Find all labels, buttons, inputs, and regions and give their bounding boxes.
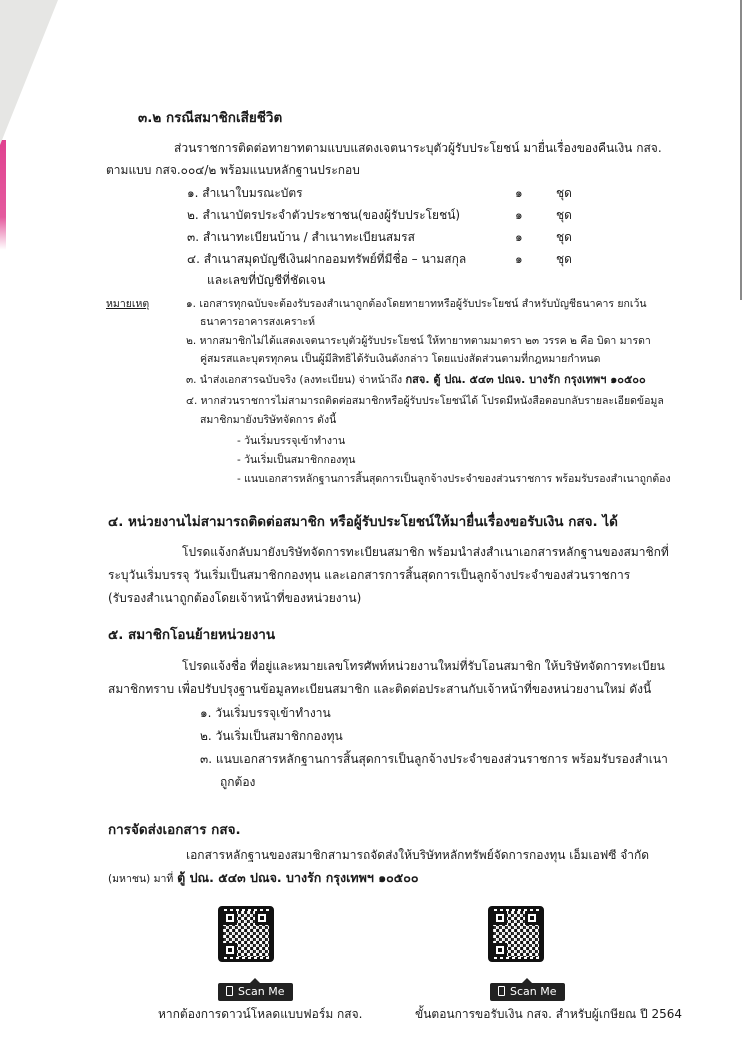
qr-finder [223,911,237,925]
doc-item-label: ๑. สำเนาใบมรณะบัตร [187,186,303,200]
delivery-heading: การจัดส่งเอกสาร กสจ. [108,822,241,838]
scan-edge-artifact [0,140,6,250]
scan-me-button[interactable] [490,983,565,1001]
section-4-paragraph-cont: (รับรองสำเนาถูกต้องโดยเจ้าหน้าที่ของหน่วยงาน) [108,591,362,605]
doc-item-qty: ๑ [515,186,523,200]
note-3 [186,372,646,388]
doc-item-unit: ชุด [556,186,572,200]
section-4-paragraph-cont: ระบุวันเริ่มบรรจุ วันเริ่มเป็นสมาชิกกองทุน และเอกสารการสิ้นสุดการเป็นลูกจ้างประจำของส่วนราชการ [108,568,631,582]
note-2: ๒. หากสมาชิกไม่ได้แสดงเจตนาระบุตัวผู้รับประโยชน์ ให้ทายาทตามมาตรา ๒๓ วรรค ๒ คือ บิดา มารดา [186,335,651,347]
scan-me-button[interactable] [218,983,293,1001]
section-5-item: ๒. วันเริ่มเป็นสมาชิกกองทุน [200,729,343,743]
delivery-paragraph: เอกสารหลักฐานของสมาชิกสามารถจัดส่งให้บริษัทหลักทรัพย์จัดการกองทุน เอ็มเอฟซี จำกัด [186,848,650,862]
delivery-paragraph-cont [108,870,419,887]
doc-item-unit: ชุด [556,208,572,222]
section-5-item: ๓. แนบเอกสารหลักฐานการสิ้นสุดการเป็นลูกจ้างประจำของส่วนราชการ พร้อมรับรองสำเนา [200,752,668,766]
notes-label: หมายเหตุ [106,298,150,310]
qr-code[interactable] [218,906,274,962]
section-4-heading: ๔. หน่วยงานไม่สามารถติดต่อสมาชิก หรือผู้รับประโยชน์ให้มายื่นเรื่องขอรับเงิน กสจ. ได้ [108,514,618,530]
qr-caption: หากต้องการดาวน์โหลดแบบฟอร์ม กสจ. [158,1007,363,1021]
qr-finder [493,943,507,957]
doc-item-qty: ๑ [515,230,523,244]
scan-me-label: Scan Me [238,985,285,998]
phone-icon [226,986,233,996]
note-4-cont: สมาชิกมายังบริษัทจัดการ ดังนี้ [200,414,337,426]
section-3-2-heading: ๓.๒ กรณีสมาชิกเสียชีวิต [138,110,283,126]
doc-item-unit: ชุด [556,252,572,266]
delivery-prefix: (มหาชน) มาที่ [108,873,174,885]
qr-finder [525,911,539,925]
phone-icon [498,986,505,996]
qr-finder [255,911,269,925]
doc-item-label: ๔. สำเนาสมุดบัญชีเงินฝากออมทรัพย์ที่มีชื่อ – นามสกุล [187,252,467,266]
section-5-heading: ๕. สมาชิกโอนย้ายหน่วยงาน [108,627,276,643]
qr-finder [493,911,507,925]
note-1-cont: ธนาคารอาคารสงเคราะห์ [200,316,316,328]
doc-item-unit: ชุด [556,230,572,244]
note-4-item: - วันเริ่มเป็นสมาชิกกองทุน [237,454,356,466]
doc-item-qty: ๑ [515,252,523,266]
note-4: ๔. หากส่วนราชการไม่สามารถติดต่อสมาชิกหรือผู้รับประโยชน์ได้ โปรดมีหนังสือตอบกลับรายละเอียดข้อมูล [186,395,664,407]
section-5-item-cont: ถูกต้อง [220,775,256,789]
qr-finder [223,943,237,957]
scan-me-label: Scan Me [510,985,557,998]
doc-item-label: ๓. สำเนาทะเบียนบ้าน / สำเนาทะเบียนสมรส [187,230,415,244]
doc-item-label-cont: และเลขที่บัญชีที่ชัดเจน [207,273,326,287]
folded-page-corner [0,0,58,145]
section-5-paragraph: โปรดแจ้งชื่อ ที่อยู่และหมายเลขโทรศัพท์หน่วยงานใหม่ที่รับโอนสมาชิก ให้บริษัทจัดการทะเบียน [182,659,665,673]
qr-code[interactable] [488,906,544,962]
note-1: ๑. เอกสารทุกฉบับจะต้องรับรองสำเนาถูกต้องโดยทายาทหรือผู้รับประโยชน์ สำหรับบัญชีธนาคาร ยกเว้น [186,298,647,310]
section-4-paragraph: โปรดแจ้งกลับมายังบริษัทจัดการทะเบียนสมาชิก พร้อมนำส่งสำเนาเอกสารหลักฐานของสมาชิกที่ [182,545,669,559]
note-3-text: ๓. นำส่งเอกสารฉบับจริง (ลงทะเบียน) จ่าหน้าถึง [186,374,403,386]
doc-item-qty: ๑ [515,208,523,222]
section-5-item: ๑. วันเริ่มบรรจุเข้าทำงาน [200,706,331,720]
note-4-item: - วันเริ่มบรรจุเข้าทำงาน [237,435,346,447]
doc-item-label: ๒. สำเนาบัตรประจำตัวประชาชน(ของผู้รับประโยชน์) [187,208,461,222]
section-3-2-intro-cont: ตามแบบ กสจ.๐๐๔/๒ พร้อมแนบหลักฐานประกอบ [106,163,360,177]
section-3-2-intro: ส่วนราชการติดต่อทายาทตามแบบแสดงเจตนาระบุตัวผู้รับประโยชน์ มายื่นเรื่องของคืนเงิน กสจ. [174,141,662,155]
qr-caption: ขั้นตอนการขอรับเงิน กสจ. สำหรับผู้เกษียณ ปี 2564 [415,1007,683,1021]
delivery-address: ตู้ ปณ. ๕๔๓ ปณจ. บางรัก กรุงเทพฯ ๑๐๕๐๐ [177,870,419,885]
note-4-item: - แนบเอกสารหลักฐานการสิ้นสุดการเป็นลูกจ้างประจำของส่วนราชการ พร้อมรับรองสำเนาถูกต้อง [237,473,671,485]
note-3-address: กสจ. ตู้ ปณ. ๕๔๓ ปณจ. บางรัก กรุงเทพฯ ๑๐๕๐๐ [405,373,646,386]
section-5-paragraph-cont: สมาชิกทราบ เพื่อปรับปรุงฐานข้อมูลทะเบียนสมาชิก และติดต่อประสานกับเจ้าหน้าที่ของหน่วยงานใหม่ ดังนี้ [108,682,652,696]
note-2-cont: คู่สมรสและบุตรทุกคน เป็นผู้มีสิทธิได้รับเงินดังกล่าว โดยแบ่งสัดส่วนตามที่กฎหมายกำหนด [200,353,601,365]
